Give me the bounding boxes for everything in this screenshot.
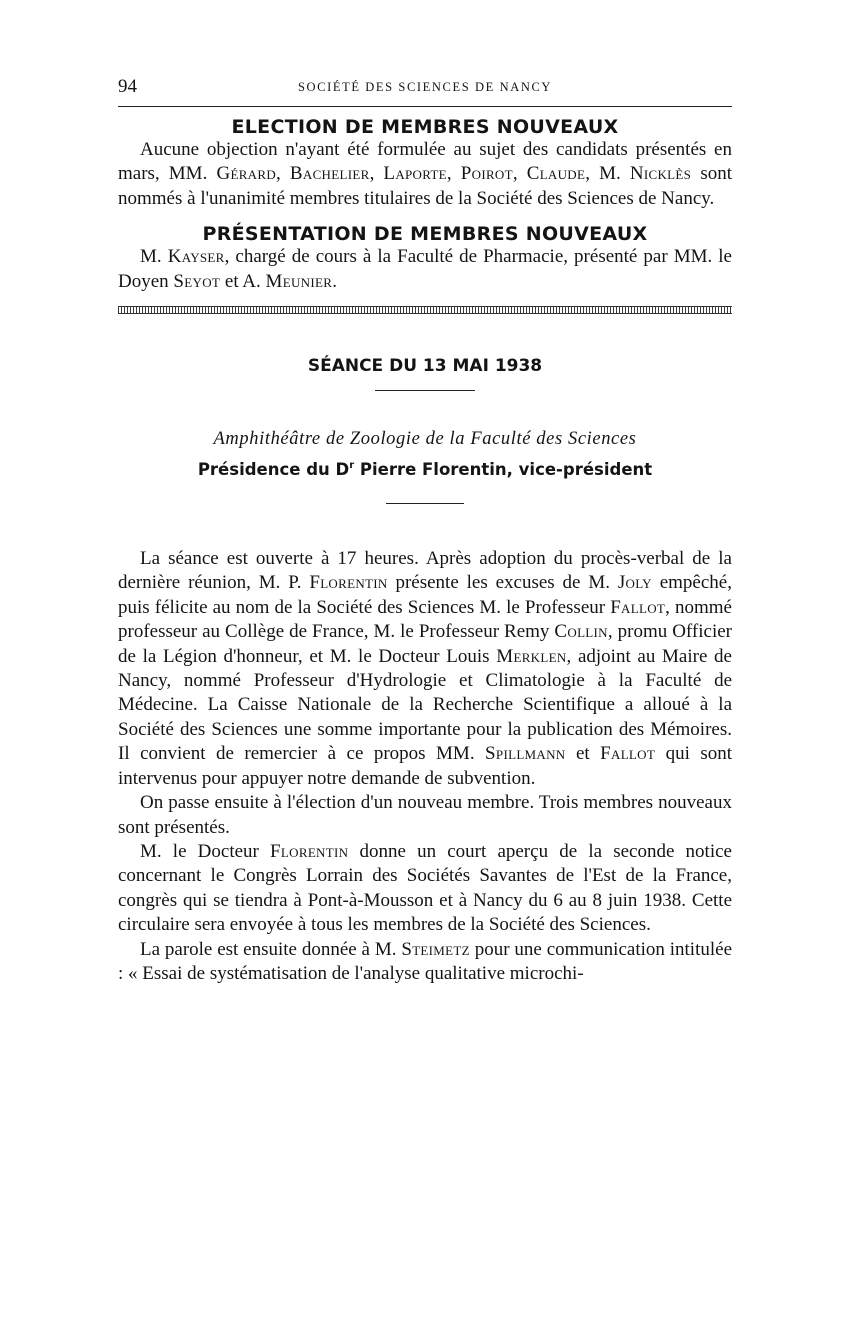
presentation-paragraph: M. Kayser, chargé de cours à la Faculté de Pharmacie, présenté par MM. le Doyen Seyot et A. Meunier. <box>118 246 732 292</box>
title-rule <box>375 390 475 391</box>
election-paragraph: Aucune objection n'ayant été formulée au sujet des candidats présentés en mars, MM. Gérard, Bachelier, Laporte, Poirot, Claude, M. Nicklès sont nommés à l'unanimité membres titulaires de la Société des Sciences de Nancy. <box>118 139 732 209</box>
person-name: Florentin <box>270 840 349 862</box>
header-rule <box>118 106 732 107</box>
presidence-rule <box>386 503 464 504</box>
body-paragraph-3: M. le Docteur Florentin donne un court aperçu de la seconde notice concernant le Congrès Lorrain des Sociétés Savantes de l'Est de la France, congrès qui se tiendra à Pont-à-Mousson et à Nancy du 6 au 8 juin 1938. Cette circulaire sera envoyée à tous les membres de la Société des Sciences. <box>118 840 732 936</box>
seance-presidence: Présidence du $D^r$ Pierre Florentin, vice-président <box>197 460 653 480</box>
seance-place: Amphithéâtre de Zoologie de la Faculté des Sciences <box>213 429 637 450</box>
page-number: 94 <box>118 76 137 97</box>
seance-title: SÉANCE DU 13 MAI 1938 <box>307 356 543 377</box>
member-name: Claude <box>526 163 586 185</box>
person-name: Joly <box>617 572 652 594</box>
person-name: Florentin <box>309 572 388 594</box>
member-name: Nicklès <box>629 163 692 185</box>
member-name: Bachelier <box>289 163 370 185</box>
member-name: Meunier <box>265 270 333 292</box>
person-name: Collin <box>554 621 608 643</box>
member-name: Gérard <box>216 163 277 185</box>
decorative-divider <box>118 306 732 314</box>
person-name: Steimetz <box>401 938 470 960</box>
person-name: Fallot <box>610 596 666 618</box>
member-name: Poirot <box>460 163 513 185</box>
running-title: SOCIÉTÉ DES SCIENCES DE NANCY <box>297 80 553 94</box>
member-name: Laporte <box>383 163 447 185</box>
presentation-heading: PRÉSENTATION DE MEMBRES NOUVEAUX <box>202 223 648 246</box>
body-paragraph-1: La séance est ouverte à 17 heures. Après adoption du procès-verbal de la dernière réunion, M. P. Florentin présente les excuses de M. Joly empêché, puis félicite au nom de la Société des Sciences M. le Professeur Fallot, nommé professeur au Collège de France, M. le Professeur Remy Collin, promu Officier de la Légion d'honneur, et M. le Docteur Louis Merklen, adjoint au Maire de Nancy, nommé Professeur d'Hydrologie et Climatologie à la Faculté de Médecine. La Caisse Nationale de la Recherche Scientifique a alloué à la Société des Sciences une somme importante pour la publication des Mémoires. Il convient de remercier à ce propos MM. Spillmann et Fallot qui sont intervenus pour appuyer notre demande de subvention. <box>118 548 732 789</box>
person-name: Merklen <box>496 645 567 667</box>
body-paragraph-4: La parole est ensuite donnée à M. Steimetz pour une communication intitulée : « Essai de systématisation de l'analyse qualitative microchi- <box>118 938 732 984</box>
election-heading: ELECTION DE MEMBRES NOUVEAUX <box>231 116 619 138</box>
person-name: Fallot <box>600 743 656 765</box>
running-header <box>118 76 732 102</box>
document-page <box>118 76 732 986</box>
person-name: Spillmann <box>485 743 566 765</box>
body-paragraph-2: On passe ensuite à l'élection d'un nouveau membre. Trois membres nouveaux sont présentés. <box>118 792 732 838</box>
member-name: Kayser <box>167 246 225 268</box>
member-name: Seyot <box>173 270 221 292</box>
